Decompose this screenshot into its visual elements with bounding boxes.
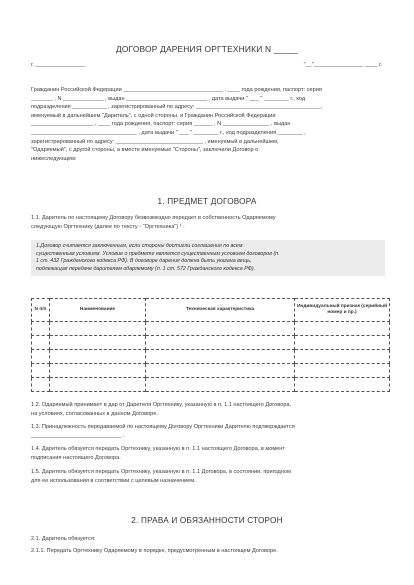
equipment-table (31, 298, 390, 392)
table-cell (50, 364, 146, 378)
clause-line: подписания настоящего Договора. (31, 454, 121, 461)
city-field: г. ________________ (31, 62, 86, 68)
preamble-line: __________________________________ , дата выдачи " ___ " ________ г., код подразделения ________ , (31, 129, 306, 136)
footnote-line: подлежащая передаче дарителем одаряемому (п. 1 ст. 572 Гражданского кодекса РФ). (36, 265, 256, 272)
date-field: "__"________________ ____ г. (303, 62, 382, 68)
table-cell (146, 322, 295, 336)
preamble-line: Гражданин Российской Федерации ________________________________ , ____ года рождения, паспорт: серия (31, 87, 322, 93)
clause-1-1 (31, 214, 383, 231)
preamble-line: нижеследующем: (31, 155, 77, 162)
footnote-line: существенным условиям. Условие о предмете является существенным условием договоров (п. (36, 250, 280, 257)
table-cell (32, 336, 50, 350)
clause-1-4 (31, 445, 383, 462)
clause-line: следующую Оргтехнику (далее по тексту - "Оргтехника") ¹ : (31, 223, 185, 230)
clause-line: 1.4. Даритель обязуется передать Оргтехнику, указанную в п. 1.1 настоящего Договора, в момент (31, 446, 285, 452)
table-cell (295, 378, 390, 392)
clause-1-2 (31, 401, 383, 418)
clause-line: на условиях, согласованных в данном Договоре. (31, 410, 158, 417)
table-cell (32, 350, 50, 364)
clause-line: 1.1. Даритель по настоящему Договору безвозмездно передает в собственность Одаряемому (31, 215, 276, 221)
document-title: ДОГОВОР ДАРЕНИЯ ОРГТЕХНИКИ N _____ (115, 44, 299, 54)
clause-1-3 (31, 423, 383, 440)
table-cell (146, 350, 295, 364)
clause-line: 1.2. Одаряемый принимает в дар от Дарителя Оргтехнику, указанную в п. 1.1 настоящего Договора, (31, 402, 292, 408)
preamble-line: _______ , N _____________ , выдан __________________________ , дата выдачи " ___ " ________ г., код (31, 95, 306, 102)
clause-2-1 (31, 535, 383, 544)
preamble-line: ____________________ , ____ года рождения, паспорт: серия ______ , N _______________ , выдан (31, 121, 291, 128)
legal-footnote-box (31, 240, 385, 276)
table-cell (50, 336, 146, 350)
table-cell (146, 364, 295, 378)
col-header-number: N п/п (32, 299, 50, 322)
preamble (31, 86, 383, 163)
table-header-row (32, 299, 390, 322)
clause-line: _____________________________ . (31, 432, 125, 439)
clause-line: 2.1. Даритель обязуется: (31, 536, 96, 542)
table-cell (50, 378, 146, 392)
table-cell (146, 378, 295, 392)
table-row (32, 350, 390, 364)
table-cell (50, 350, 146, 364)
table-cell (146, 336, 295, 350)
clause-2-1-1 (31, 547, 383, 556)
table-row (32, 364, 390, 378)
clause-line: 1.3. Принадлежность передаваемой по настоящему Договору Оргтехники Дарителю подтверждается (31, 424, 295, 430)
footnote-line: 1 ст. 432 Гражданского кодекса РФ). В договоре дарения должна быть указана вещь, (36, 258, 252, 265)
clause-1-5 (31, 468, 383, 485)
table-cell (295, 336, 390, 350)
table-cell (32, 322, 50, 336)
footnote-line: 1.Договор считается заключенным, если стороны достигли соглашения по всем (36, 243, 243, 249)
table-cell (295, 350, 390, 364)
col-header-serial: Индивидуальный признак (серийный номер и пр.) (295, 299, 390, 322)
preamble-line: "Одаряемый", с другой стороны, а вместе именуемые "Стороны", заключили Договор о (31, 147, 259, 154)
table-cell (32, 364, 50, 378)
clause-line: 2.1.1. Передать Оргтехнику Одаряемому в порядке, предусмотренным в настоящем Договоре. (31, 548, 278, 554)
col-header-name: Наименование (50, 299, 146, 322)
table-row (32, 336, 390, 350)
table-cell (295, 364, 390, 378)
section-1-heading: 1. ПРЕДМЕТ ДОГОВОРА (157, 197, 257, 206)
col-header-spec: Техническая характеристика (146, 299, 295, 322)
clause-line: 1.5. Даритель обязуется передать Оргтехнику, указанную в п. 1.1 Договора, в состоянии, пригодном (31, 469, 291, 475)
table-row (32, 378, 390, 392)
table-row (32, 322, 390, 336)
preamble-line: зарегистрированный по адресу: ____________________________ , именуемый в дальнейшем, (31, 138, 279, 145)
table-cell (50, 322, 146, 336)
clause-line: для ее использования в соответствии с целевым назначением. (31, 477, 196, 484)
section-2-heading: 2. ПРАВА И ОБЯЗАННОСТИ СТОРОН (131, 516, 283, 525)
preamble-line: именуемый в дальнейшем "Даритель", с одной стороны, и Гражданин Российской Федерации (31, 112, 276, 119)
table-cell (32, 378, 50, 392)
preamble-line: подразделения ___________ , зарегистрированный по адресу: ________________________________________, (31, 104, 322, 111)
table-cell (295, 322, 390, 336)
